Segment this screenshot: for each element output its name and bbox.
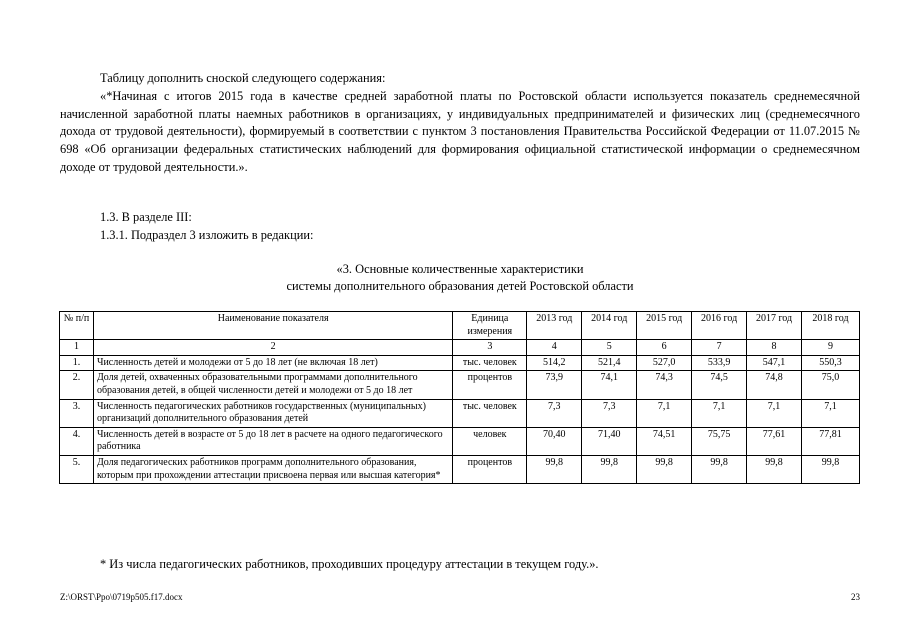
row-number: 5.: [60, 455, 94, 483]
value-2015: 74,51: [637, 427, 692, 455]
column-number: 7: [692, 340, 747, 356]
header-name: Наименование показателя: [93, 312, 452, 340]
row-number: 2.: [60, 371, 94, 399]
table-row: [60, 455, 860, 483]
value-2018: 7,1: [801, 399, 859, 427]
value-2013: 99,8: [527, 455, 582, 483]
value-2018: 550,3: [801, 355, 859, 371]
value-2018: 99,8: [801, 455, 859, 483]
intro-block: [60, 70, 860, 177]
value-2016: 75,75: [692, 427, 747, 455]
unit-cell: процентов: [453, 371, 527, 399]
unit-cell: человек: [453, 427, 527, 455]
table-row: [60, 427, 860, 455]
table-title: [60, 261, 860, 295]
column-number: 9: [801, 340, 859, 356]
file-path: Z:\ORST\Ppo\0719p505.f17.docx: [60, 592, 183, 602]
indicator-name: Численность педагогических работников государственных (муниципальных) организаций дополнительного образования детей: [93, 399, 452, 427]
header-num: № п/п: [60, 312, 94, 340]
section-item-1-3-1: 1.3.1. Подраздел 3 изложить в редакции:: [100, 227, 314, 242]
value-2015: 99,8: [637, 455, 692, 483]
value-2017: 7,1: [747, 399, 802, 427]
value-2017: 99,8: [747, 455, 802, 483]
header-2013: 2013 год: [527, 312, 582, 340]
column-number: 3: [453, 340, 527, 356]
column-number: 5: [582, 340, 637, 356]
header-2016: 2016 год: [692, 312, 747, 340]
value-2017: 77,61: [747, 427, 802, 455]
section-block: [60, 209, 860, 245]
value-2013: 7,3: [527, 399, 582, 427]
header-2014: 2014 год: [582, 312, 637, 340]
value-2014: 71,40: [582, 427, 637, 455]
value-2014: 7,3: [582, 399, 637, 427]
indicator-name: Численность детей и молодежи от 5 до 18 лет (не включая 18 лет): [93, 355, 452, 371]
column-number-row: [60, 340, 860, 356]
table-row: [60, 399, 860, 427]
table-title-line-1: «3. Основные количественные характеристики: [336, 262, 584, 276]
row-number: 4.: [60, 427, 94, 455]
column-number: 2: [93, 340, 452, 356]
value-2013: 514,2: [527, 355, 582, 371]
value-2014: 74,1: [582, 371, 637, 399]
section-item-1-3: 1.3. В разделе III:: [100, 210, 192, 224]
table-row: [60, 371, 860, 399]
characteristics-table: [59, 311, 860, 484]
header-2017: 2017 год: [747, 312, 802, 340]
header-2015: 2015 год: [637, 312, 692, 340]
value-2013: 73,9: [527, 371, 582, 399]
column-number: 8: [747, 340, 802, 356]
value-2016: 533,9: [692, 355, 747, 371]
value-2017: 547,1: [747, 355, 802, 371]
row-number: 3.: [60, 399, 94, 427]
table-row: [60, 355, 860, 371]
indicator-name: Доля детей, охваченных образовательными программами дополнительного образования детей, в общей численности детей и молодежи от 5 до 18 лет: [93, 371, 452, 399]
unit-cell: тыс. человек: [453, 399, 527, 427]
row-number: 1.: [60, 355, 94, 371]
header-unit: Единица измерения: [453, 312, 527, 340]
unit-cell: процентов: [453, 455, 527, 483]
indicator-name: Доля педагогических работников программ дополнительного образования, которым при прохождении аттестации присвоена первая или высшая категория*: [93, 455, 452, 483]
value-2014: 521,4: [582, 355, 637, 371]
value-2015: 7,1: [637, 399, 692, 427]
indicator-name: Численность детей в возрасте от 5 до 18 лет в расчете на одного педагогического работника: [93, 427, 452, 455]
column-number: 1: [60, 340, 94, 356]
value-2016: 7,1: [692, 399, 747, 427]
value-2018: 77,81: [801, 427, 859, 455]
header-2018: 2018 год: [801, 312, 859, 340]
intro-line: Таблицу дополнить сноской следующего содержания:: [100, 71, 386, 85]
value-2015: 527,0: [637, 355, 692, 371]
value-2017: 74,8: [747, 371, 802, 399]
table-header-row: [60, 312, 860, 340]
value-2014: 99,8: [582, 455, 637, 483]
table-title-line-2: системы дополнительного образования детей Ростовской области: [286, 279, 634, 293]
column-number: 6: [637, 340, 692, 356]
value-2016: 74,5: [692, 371, 747, 399]
value-2013: 70,40: [527, 427, 582, 455]
column-number: 4: [527, 340, 582, 356]
table-footnote: * Из числа педагогических работников, проходивших процедуру аттестации в текущем году.».: [100, 557, 599, 571]
value-2018: 75,0: [801, 371, 859, 399]
value-2016: 99,8: [692, 455, 747, 483]
unit-cell: тыс. человек: [453, 355, 527, 371]
page-number: 23: [851, 592, 860, 602]
footnote-quote: «*Начиная с итогов 2015 года в качестве средней заработной платы по Ростовской области используется показатель среднемесячной начисленной заработной платы наемных работников в организациях, у индивидуальных предпринимателей и физических лиц (среднемесячного дохода от трудовой деятельности), формируемый в соответствии с пунктом 3 постановления Правительства Российской Федерации от 11.07.2015 № 698 «Об организации федеральных статистических наблюдений для формирования официальной статистической информации о среднемесячном доходе от трудовой деятельности.».: [60, 88, 860, 174]
value-2015: 74,3: [637, 371, 692, 399]
